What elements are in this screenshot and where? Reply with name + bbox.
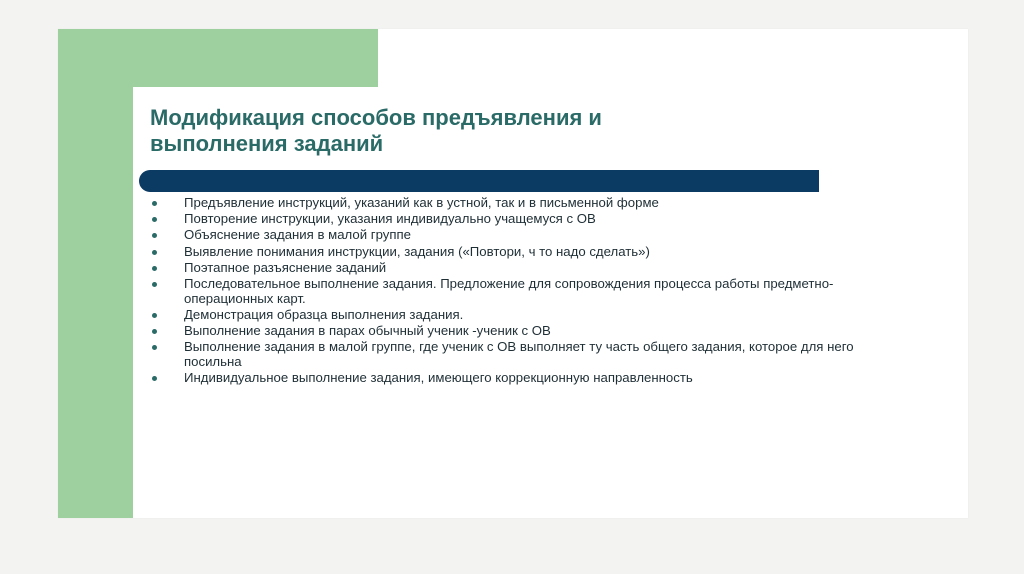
decorative-green-band-left (58, 29, 133, 518)
bullet-item (150, 245, 910, 260)
bullet-text: Объяснение задания в малой группе (184, 227, 411, 243)
bullet-dot-icon (152, 313, 157, 318)
bullet-dot-icon (152, 376, 157, 381)
bullet-list (150, 196, 910, 387)
bullet-dot-icon (152, 217, 157, 222)
bullet-dot-icon (152, 345, 157, 350)
bullet-dot-icon (152, 329, 157, 334)
bullet-text: Демонстрация образца выполнения задания. (184, 306, 464, 322)
bullet-item (150, 261, 910, 276)
slide-title-line-2: выполнения заданий (150, 131, 384, 156)
bullet-item (150, 212, 910, 227)
bullet-item (150, 277, 910, 306)
title-divider-bar (139, 170, 819, 192)
bullet-item (150, 308, 910, 323)
bullet-dot-icon (152, 201, 157, 206)
slide (58, 29, 968, 518)
bullet-dot-icon (152, 250, 157, 255)
slide-title-line-1: Модификация способов предъявления и (150, 105, 602, 130)
bullet-item (150, 324, 910, 339)
bullet-text: Предъявление инструкций, указаний как в устной, так и в письменной форме (184, 195, 659, 210)
slide-title (150, 105, 870, 157)
bullet-item (150, 196, 910, 211)
bullet-dot-icon (152, 282, 157, 287)
bullet-text: Индивидуальное выполнение задания, имеющего коррекционную направленность (184, 369, 693, 385)
bullet-text: Поэтапное разъяснение заданий (184, 259, 387, 275)
bullet-text: Выполнение задания в малой группе, где ученик с ОВ выполняет ту часть общего задания, которое для него посильна (184, 339, 854, 369)
bullet-dot-icon (152, 266, 157, 271)
bullet-item (150, 228, 910, 243)
bullet-text: Выполнение задания в парах обычный ученик -ученик с ОВ (184, 322, 551, 338)
bullet-item (150, 340, 910, 369)
bullet-text: Последовательное выполнение задания. Предложение для сопровождения процесса работы предметно-операционных карт. (184, 275, 834, 306)
bullet-text: Выявление понимания инструкции, задания («Повтори, ч то надо сделать») (184, 243, 650, 259)
bullet-item (150, 371, 910, 386)
bullet-dot-icon (152, 233, 157, 238)
bullet-text: Повторение инструкции, указания индивидуально учащемуся с ОВ (184, 211, 596, 227)
